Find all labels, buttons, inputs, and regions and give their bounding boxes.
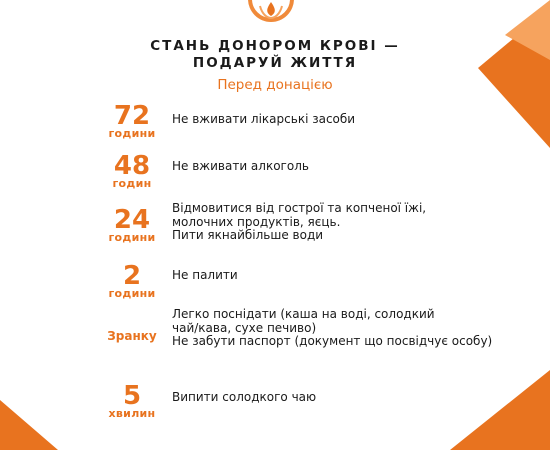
- time-number: 2: [122, 261, 142, 291]
- time-unit: годин: [112, 177, 152, 190]
- page-subtitle: Перед донацією: [217, 77, 333, 93]
- time-unit: хвилин: [108, 407, 156, 420]
- instruction-text: [172, 160, 512, 174]
- instruction-line: Легко поснідати (каша на воді, солодкий: [172, 307, 435, 321]
- time-label: [100, 205, 164, 244]
- blood-drop-hands-logo: [248, 0, 294, 22]
- time-label: [100, 151, 164, 190]
- bottom-left-orange-triangle: [0, 390, 70, 450]
- time-label: [100, 329, 164, 343]
- instruction-line: чай/кава, сухе печиво): [172, 320, 317, 335]
- instruction-text: [172, 391, 512, 405]
- instruction-line: Не вживати лікарські засоби: [172, 112, 356, 126]
- instruction-text: [172, 113, 512, 127]
- top-right-orange-triangle: [430, 0, 550, 150]
- time-unit: години: [108, 231, 156, 244]
- instruction-line: Пити якнайбільше води: [172, 228, 324, 242]
- time-number: 48: [113, 151, 151, 181]
- time-label: [100, 101, 164, 140]
- time-number: 24: [113, 205, 151, 235]
- page-title-line-1: СТАНЬ ДОНОРОМ КРОВІ —: [150, 38, 400, 54]
- instruction-line: молочних продуктів, яєць.: [172, 214, 341, 229]
- time-word: Зранку: [107, 329, 157, 343]
- instruction-text: [172, 202, 512, 243]
- page-title-line-2: ПОДАРУЙ ЖИТТЯ: [192, 55, 358, 71]
- time-unit: години: [108, 287, 156, 300]
- instruction-line: Не забути паспорт (документ що посвідчує особу): [172, 334, 493, 348]
- instruction-line: Не вживати алкоголь: [172, 159, 309, 173]
- instruction-line: Не палити: [172, 268, 238, 282]
- time-unit: години: [108, 127, 156, 140]
- time-label: [100, 261, 164, 300]
- instruction-text: [172, 308, 512, 349]
- time-label: [100, 381, 164, 420]
- time-number: 72: [113, 101, 151, 131]
- instruction-line: Випити солодкого чаю: [172, 390, 317, 404]
- bottom-right-orange-triangle: [410, 370, 550, 450]
- instruction-text: [172, 269, 512, 283]
- time-number: 5: [122, 381, 142, 411]
- instruction-line: Відмовитися від гострої та копченої їжі,: [172, 201, 427, 215]
